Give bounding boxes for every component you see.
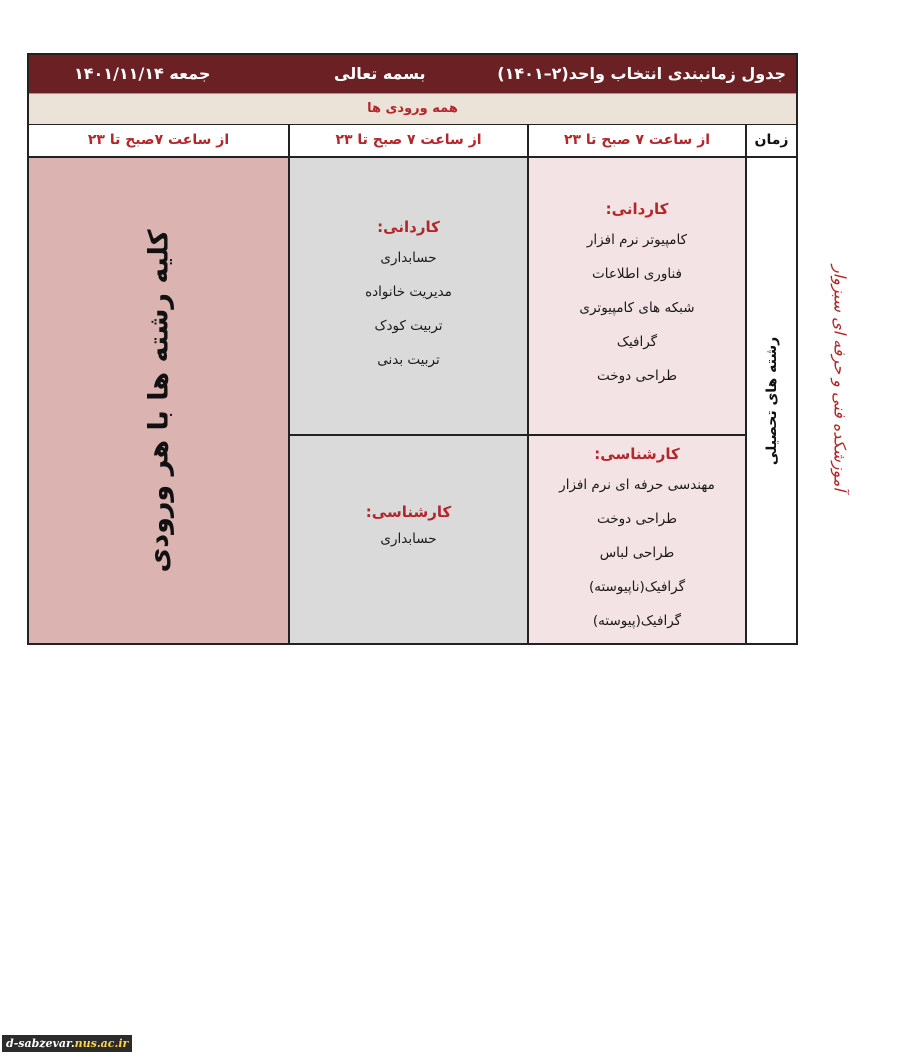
col1-cell: [527, 158, 745, 643]
col1-bachelor-block: [529, 440, 745, 638]
time-slot-col2: از ساعت ۷ صبح تا ۲۳: [288, 125, 527, 158]
col3-cell: [29, 158, 288, 643]
col1-associate-title: کاردانی:: [605, 200, 669, 218]
list-item: طراحی لباس: [599, 545, 675, 561]
list-item: فناوری اطلاعات: [592, 266, 682, 282]
col2-cell: [288, 158, 527, 643]
list-item: گرافیک(پیوسته): [592, 613, 682, 629]
majors-row-label-cell: [745, 158, 796, 643]
table-title: جدول زمانبندی انتخاب واحد(۲–۱۴۰۱): [497, 64, 786, 83]
col3-all-majors: کلیه رشته ها با هر ورودی: [143, 229, 174, 572]
time-row-label: زمان: [745, 125, 796, 158]
list-item: شبکه های کامپیوتری: [579, 300, 695, 316]
time-slot-col1: از ساعت ۷ صبح تا ۲۳: [527, 125, 745, 158]
college-logo-text: [810, 265, 870, 491]
list-item: تربیت کودک: [374, 318, 443, 334]
time-slot-col3: از ساعت ۷صبح تا ۲۳: [29, 125, 288, 158]
list-item: طراحی دوخت: [597, 511, 677, 527]
col2-associate-title: کاردانی:: [377, 218, 440, 236]
list-item: گرافیک: [616, 334, 658, 350]
header-greeting: بسمه تعالی: [334, 64, 426, 83]
list-item: مهندسی حرفه ای نرم افزار: [559, 477, 715, 493]
watermark-prefix: d-sabzevar.: [6, 1037, 75, 1050]
col2-divider: [290, 434, 527, 436]
col2-associate-block: [290, 213, 527, 377]
schedule-table: [27, 53, 798, 645]
col2-bachelor-block: [290, 498, 527, 552]
site-watermark: [2, 1035, 132, 1052]
col1-divider: [529, 434, 745, 436]
col2-bachelor-title: کارشناسی:: [365, 503, 452, 521]
col1-bachelor-title: کارشناسی:: [594, 445, 680, 463]
list-item: کامپیوتر نرم افزار: [586, 232, 688, 248]
list-item: حسابداری: [380, 250, 437, 266]
list-item: گرافیک(ناپیوسته): [588, 579, 686, 595]
list-item: طراحی دوخت: [597, 368, 677, 384]
list-item: مدیریت خانواده: [365, 284, 452, 300]
watermark-domain: nus.ac.ir: [74, 1037, 129, 1050]
entries-label: همه ورودی ها: [29, 93, 796, 125]
header-date: جمعه ۱۴۰۱/۱۱/۱۴: [74, 64, 211, 83]
list-item: حسابداری: [380, 531, 437, 547]
majors-row-label: رشته های تحصیلی: [763, 336, 780, 465]
list-item: تربیت بدنی: [377, 352, 440, 368]
college-logo-label: آموزشکده فنی و حرفه ای سبزوار: [830, 265, 850, 491]
table-header: [29, 55, 796, 93]
col1-associate-block: [529, 195, 745, 393]
